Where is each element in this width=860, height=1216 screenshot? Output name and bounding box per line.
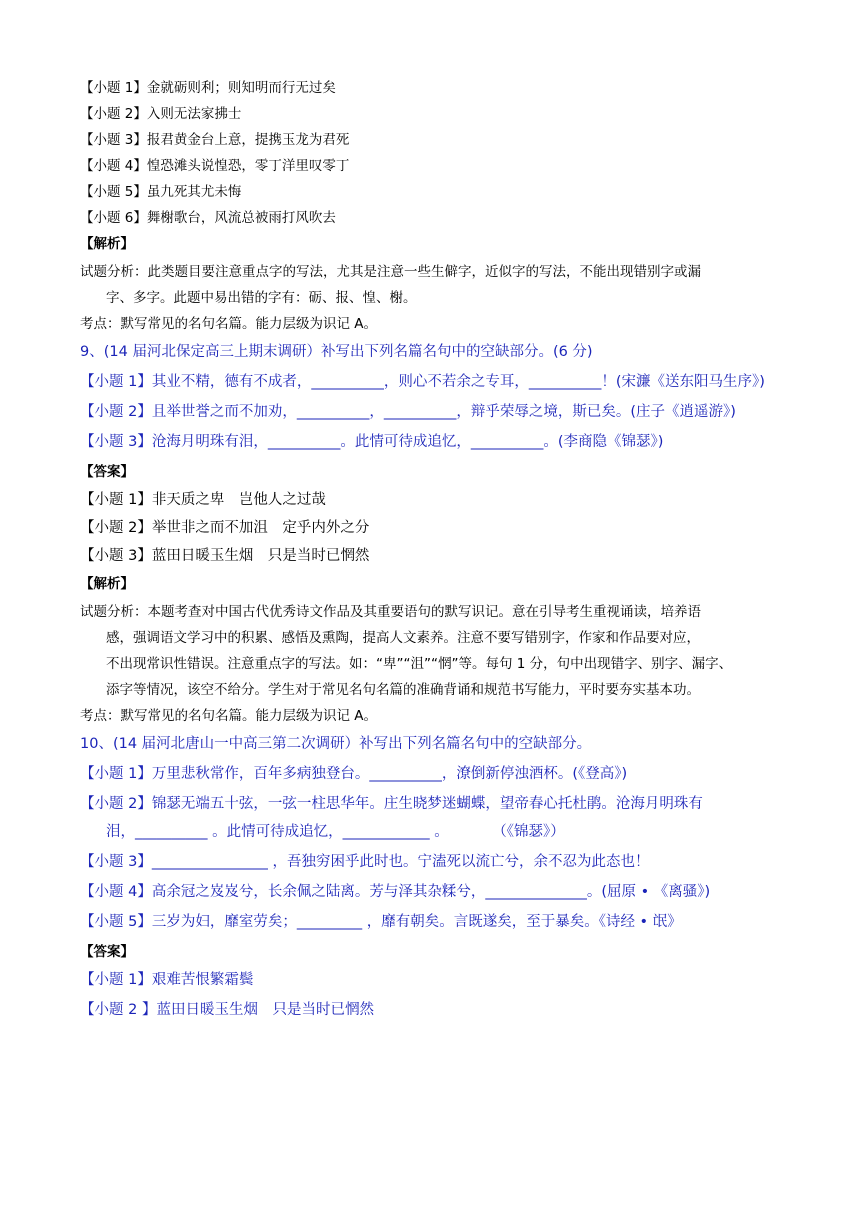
text-line: 试题分析：此类题目要注意重点字的写法，尤其是注意一些生僻字，近似字的写法，不能出现错别字或漏: [80, 264, 701, 280]
text-line: 【答案】: [80, 944, 134, 960]
text-line: 10、(14 届河北唐山一中高三第二次调研）补写出下列名篇名句中的空缺部分。: [80, 736, 592, 752]
text-line: 【小题 4】高余冠之岌岌兮，长余佩之陆离。芳与泽其杂糅兮，______________。(屈原 • 《离骚》): [80, 884, 711, 900]
text-line: 泪，__________ 。此情可待成追忆，____________ 。 （《锦瑟》）: [106, 824, 565, 840]
text-line: 【小题 2】举世非之而不加沮 定乎内外之分: [80, 520, 370, 536]
text-line: 【小题 3】________________ ，吾独穷困乎此时也。宁溘死以流亡兮，余不忍为此态也！: [80, 854, 650, 870]
text-line: 【解析】: [80, 236, 134, 252]
text-line: 【小题 1】金就砺则利；则知明而行无过矣: [80, 80, 336, 96]
text-line: 9、(14 届河北保定高三上期末调研）补写出下列名篇名句中的空缺部分。(6 分): [80, 344, 593, 360]
text-line: 【小题 5】三岁为妇，靡室劳矣；_________ ，靡有朝矣。言既遂矣，至于暴矣。《诗经 • 氓》: [80, 914, 682, 930]
text-line: 【小题 1】万里悲秋常作，百年多病独登台。__________，潦倒新停浊酒杯。(《登高》): [80, 766, 628, 782]
text-line: 【小题 6】舞榭歌台，风流总被雨打风吹去: [80, 210, 336, 226]
text-line: 【小题 3】蓝田日暖玉生烟 只是当时已惘然: [80, 548, 370, 564]
text-line: 【小题 2 】蓝田日暖玉生烟 只是当时已惘然: [80, 1002, 374, 1018]
text-line: 【小题 1】非天质之卑 岂他人之过哉: [80, 492, 326, 508]
text-line: 感，强调语文学习中的积累、感悟及熏陶，提高人文素养。注意不要写错别字，作家和作品要对应，: [106, 630, 700, 646]
text-line: 添字等情况，该空不给分。学生对于常见名句名篇的准确背诵和规范书写能力，平时要夯实基本功。: [106, 682, 700, 698]
text-line: 试题分析：本题考查对中国古代优秀诗文作品及其重要语句的默写识记。意在引导考生重视诵读，培养语: [80, 604, 701, 620]
text-line: 【小题 3】沧海月明珠有泪，__________。此情可待成追忆，__________。(李商隐《锦瑟》): [80, 434, 664, 450]
text-line: 【小题 1】其业不精，德有不成者，__________，则心不若余之专耳，__________！(宋濂《送东阳马生序》): [80, 374, 765, 390]
text-line: 【答案】: [80, 464, 134, 480]
text-line: 【小题 2】入则无法家拂士: [80, 106, 242, 122]
text-line: 【小题 1】艰难苦恨繁霜鬓: [80, 972, 254, 988]
text-line: 【小题 4】惶恐滩头说惶恐，零丁洋里叹零丁: [80, 158, 350, 174]
text-line: 【小题 3】报君黄金台上意，提携玉龙为君死: [80, 132, 350, 148]
text-line: 【小题 2】锦瑟无端五十弦，一弦一柱思华年。庄生晓梦迷蝴蝶，望帝春心托杜鹃。沧海月明珠有: [80, 796, 703, 812]
text-line: 考点：默写常见的名句名篇。能力层级为识记 A。: [80, 708, 378, 724]
text-line: 【小题 2】且举世誉之而不加劝，__________，__________，辩乎荣辱之境，斯已矣。(庄子《逍遥游》): [80, 404, 736, 420]
text-line: 考点：默写常见的名句名篇。能力层级为识记 A。: [80, 316, 378, 332]
text-line: 字、多字。此题中易出错的字有：砺、报、惶、榭。: [106, 290, 417, 306]
text-line: 【解析】: [80, 576, 134, 592]
text-line: 【小题 5】虽九死其尤未悔: [80, 184, 242, 200]
text-line: 不出现常识性错误。注意重点字的写法。如：“卑”“沮”“惘”等。每句 1 分，句中出现错字、别字、漏字、: [106, 656, 733, 672]
